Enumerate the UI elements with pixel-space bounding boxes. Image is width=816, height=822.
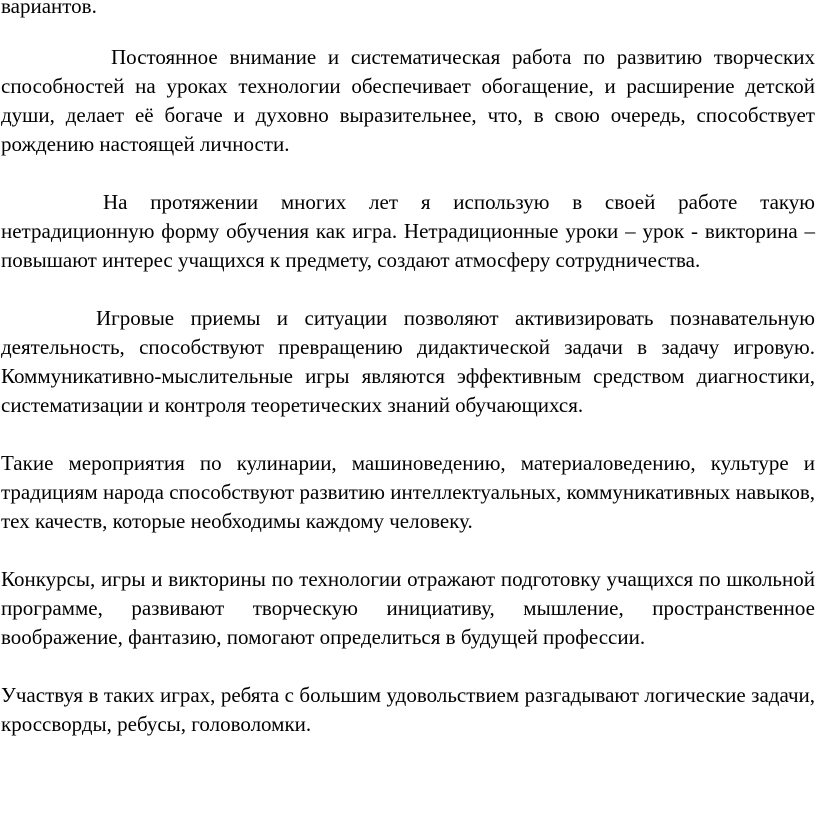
paragraph-events: Такие мероприятия по кулинарии, машиноведению, материаловедению, культуре и традициям народа способствуют развитию интеллектуальных, коммуникативных навыков, тех качеств, которые необходимы каждому человеку.	[1, 451, 815, 533]
paragraph-game-form: На протяжении многих лет я использую в своей работе такую нетрадиционную форму обучения как игра. Нетрадиционные уроки – урок - викторина – повышают интерес учащихся к предмету, создают атмосферу сотрудничества.	[1, 190, 815, 272]
paragraph-contests: Конкурсы, игры и викторины по технологии отражают подготовку учащихся по школьной программе, развивают творческую инициативу, мышление, пространственное воображение, фантазию, помогают определиться в будущей профессии.	[1, 567, 815, 649]
paragraph-game-techniques: Игровые приемы и ситуации позволяют активизировать познавательную деятельность, способствуют превращению дидактической задачи в задачу игровую. Коммуникативно-мыслительные игры являются эффективным средством диагностики, систематизации и контроля теоретических знаний обучающихся.	[1, 306, 815, 417]
paragraph-attention: Постоянное внимание и систематическая работа по развитию творческих способностей на уроках технологии обеспечивает обогащение, и расширение детской души, делает её богаче и духовно выразительнее, что, в свою очередь, способствует рождению настоящей личности.	[1, 45, 815, 156]
paragraph-tail: вариантов.	[1, 0, 97, 18]
paragraph-participation: Участвуя в таких играх, ребята с большим удовольствием разгадывают логические задачи, кроссворды, ребусы, головоломки.	[1, 683, 815, 736]
